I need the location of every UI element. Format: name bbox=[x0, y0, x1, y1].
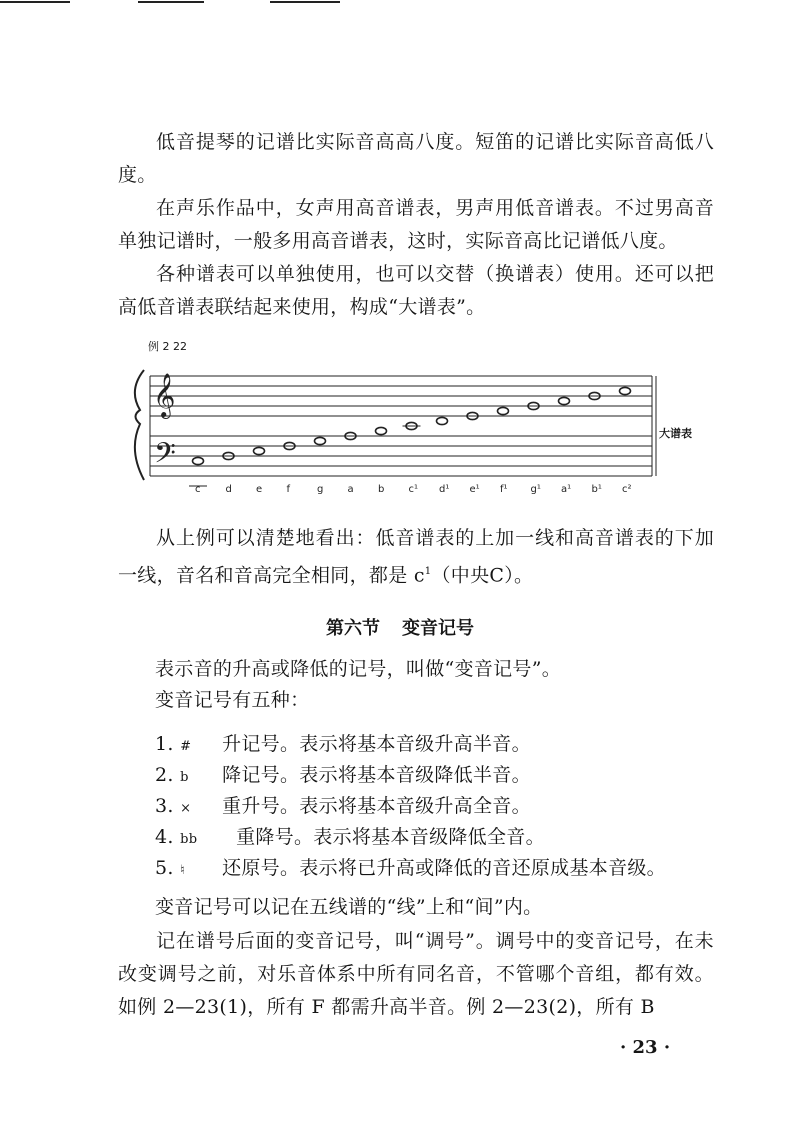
note-name-label: e¹ bbox=[469, 484, 480, 495]
note-head bbox=[315, 437, 326, 444]
grand-staff-label: 大谱表 bbox=[659, 427, 692, 440]
paragraph-placement: 变音记号可以记在五线谱的“线”上和“间”内。 bbox=[155, 896, 543, 918]
natural-icon: ♮ bbox=[180, 863, 186, 878]
paragraph-grand-staff: 各种谱表可以单独使用，也可以交替（换谱表）使用。还可以把高低音谱表联结起来使用，构成“大谱表”。 bbox=[118, 263, 714, 318]
note-name-label: b bbox=[378, 484, 385, 495]
paragraph-bass-piccolo: 低音提琴的记谱比实际音高高八度。短笛的记谱比实际音高低八度。 bbox=[118, 131, 714, 186]
page-number: · 23 · bbox=[620, 1037, 671, 1058]
paragraph-definition: 表示音的升高或降低的记号，叫做“变音记号”。 bbox=[155, 658, 562, 680]
note-name-label: b¹ bbox=[591, 484, 602, 495]
note-head bbox=[193, 457, 204, 464]
sharp-icon: # bbox=[180, 739, 192, 754]
accidental-desc: 重升号。表示将基本音级升高全音。 bbox=[222, 795, 531, 817]
note-head bbox=[620, 387, 631, 394]
paragraph-key-signature: 记在谱号后面的变音记号，叫“调号”。调号中的变音记号，在未改变调号之前，对乐音体系中所有同名音，不管哪个音组，都有效。如例 2—23(1)，所有 F 都需升高半音。例 2—23(2)，所有 B bbox=[118, 930, 714, 1018]
accidental-number: 5. bbox=[155, 857, 174, 879]
section-heading bbox=[0, 614, 800, 640]
accidental-number: 3. bbox=[155, 795, 174, 817]
note-name-label: e bbox=[256, 484, 263, 495]
accidental-desc: 升记号。表示将基本音级升高半音。 bbox=[222, 733, 531, 755]
treble-clef-icon: 𝄞 bbox=[153, 373, 176, 417]
middle-c-text-start: 从上例可以清楚地看出：低音谱表的上加一线和高音谱表的下加一线，音名和音高完全相同，都是 c bbox=[118, 527, 714, 587]
note-name-label: d bbox=[225, 484, 232, 495]
note-name-label: f bbox=[286, 484, 291, 495]
paragraph-vocal-clefs: 在声乐作品中，女声用高音谱表，男声用低音谱表。不过男高音单独记谱时，一般多用高音谱表，这时，实际音高比记谱低八度。 bbox=[118, 197, 714, 252]
note-name-label: g bbox=[317, 484, 324, 495]
accidental-item bbox=[155, 822, 545, 855]
note-name-label: a bbox=[347, 484, 354, 495]
note-name-label: d¹ bbox=[439, 484, 450, 495]
paragraph-five-kinds: 变音记号有五种： bbox=[155, 689, 310, 711]
note-name-label: f¹ bbox=[500, 484, 508, 495]
note-name-label: a¹ bbox=[561, 484, 572, 495]
note-name-label: g¹ bbox=[530, 484, 541, 495]
note-head bbox=[498, 407, 509, 414]
note-name-label: c bbox=[195, 484, 201, 495]
accidental-number: 2. bbox=[155, 764, 174, 786]
note-head bbox=[376, 427, 387, 434]
section-number: 第六节 bbox=[326, 618, 380, 639]
middle-c-text-end: （中央C）。 bbox=[431, 564, 534, 587]
note-head bbox=[437, 417, 448, 424]
accidental-item bbox=[155, 791, 531, 824]
accidental-desc: 重降号。表示将基本音级降低全音。 bbox=[236, 826, 545, 848]
accidental-number: 1. bbox=[155, 733, 174, 755]
paragraph-middle-c bbox=[118, 522, 714, 592]
accidental-item bbox=[155, 853, 666, 886]
section-title: 变音记号 bbox=[402, 618, 474, 639]
accidental-desc: 降记号。表示将基本音级降低半音。 bbox=[222, 764, 531, 786]
middle-c-superscript: 1 bbox=[424, 566, 432, 577]
double-flat-icon: bb bbox=[180, 832, 198, 847]
accidental-item bbox=[155, 729, 531, 762]
note-name-label: c² bbox=[622, 484, 632, 495]
note-head bbox=[559, 397, 570, 404]
accidental-number: 4. bbox=[155, 826, 174, 848]
example-label: 例 2 22 bbox=[148, 340, 187, 353]
bass-clef-icon: 𝄢 bbox=[154, 437, 176, 477]
note-name-label: c¹ bbox=[408, 484, 419, 495]
accidental-desc: 还原号。表示将已升高或降低的音还原成基本音级。 bbox=[222, 857, 666, 879]
note-head bbox=[254, 447, 265, 454]
brace-icon bbox=[135, 370, 144, 480]
flat-icon: b bbox=[180, 770, 189, 785]
accidental-item bbox=[155, 760, 531, 793]
double-sharp-icon: × bbox=[180, 801, 192, 816]
